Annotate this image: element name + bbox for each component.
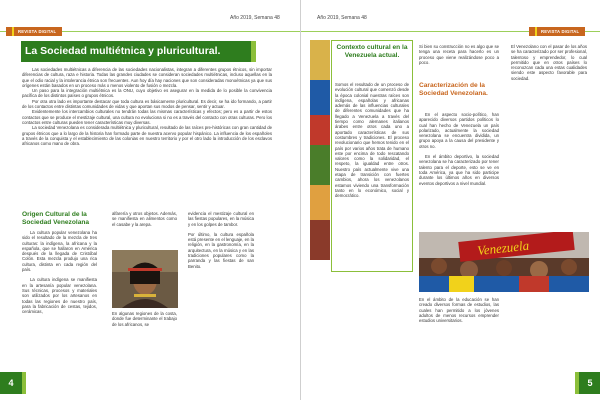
education-text: En el ámbito de la educación se han creado diversos formas de estudios, las cuales han permitido a los jóvenes adultos de menos recursos emprender estudios universitarios. [419, 297, 499, 324]
column-paragraph: La cultura indígena se manifiesta en la artesanía popular venezolana. Sus técnicas, procesos y materiales son utilizados por los artesanos en todas las regiones de nuestro país, para la fabricación de cestas, tejidos, cerámicas, [22, 277, 97, 315]
section-tab-label: REVISTA DIGITAL [18, 29, 57, 34]
venezuela-sign-text: Venezuela [476, 237, 530, 259]
column-1-text [22, 230, 97, 314]
column-2-top-text: alfarería y otros objetos. Además, se manifiesta en alimentos como el casabe y la arepa. [112, 211, 177, 227]
section-tab-label: REVISTA DIGITAL [541, 29, 580, 34]
indigenous-woman-photo [112, 250, 178, 308]
tab-accent [12, 27, 14, 36]
page-number: 5 [579, 372, 600, 394]
heading-origen-cultural: Origen Cultural de la Sociedad Venezolana [22, 211, 90, 226]
heading-contexto-cultural: Contexto cultural en la Venezuela actual. [336, 44, 408, 59]
page-number: 4 [0, 372, 22, 394]
page-header: Año 2019, Semana 48 [230, 15, 280, 21]
intro-text [22, 67, 272, 146]
intro-paragraph: Un paso para la integración multiétnica es la ONU, cuyo objetivo es asegurar en la medida de lo posible la convivencia pacífica de los distintos países o grupos étnicos. [22, 88, 272, 99]
right-page [300, 0, 600, 400]
column-paragraph: En el ámbito deportivo, la sociedad venezolana se ha caracterizado por tener talento para el deporte, esto se ve en toda América, ya que ha sido participe durante los últimos años en diversos eventos deportivos a nivel mundial. [419, 154, 499, 186]
crowd-photo-illustration [419, 232, 589, 292]
column-paragraph: Por último, la cultura española está presente en el lenguaje, en la religión, en la gastronomía, en la arquitectura, en la música y en las tradiciones populares como la parranda y las fiestas de san Benito. [188, 231, 254, 269]
article-title: La Sociedad multiétnica y pluricultural. [21, 41, 251, 62]
intro-paragraph: La sociedad Venezolana es considerada multiétnica y pluricultural, resultado de las raíces pre-históricas con gran cantidad de grupos étnicos que a lo largo de la historia han formado parte de nuestra acervo popular hispánico. La influencia de los españoles a través de la conquista y el establecimiento de las colonias en nuestro territorio y por el otro lado la introducción de los esclavos africanos como mano de obra. [22, 125, 272, 147]
intro-paragraph: Las sociedades multiétnicas a diferencia de las sociedades nacionalistas, integran a diferentes grupos étnicos, sin importar diferencias de cultura, raza e historia. Todas las grandes ciudades se consideran sociedades multiétnicas, incluso aquellas en la que el odio racial y la intolerancia étnica son frecuentes. Aun hoy día hay naciones que son consideradas monoétnicas ya que sus orígenes están basados en un proceso más o menos violento de fusión o mezcla. [22, 67, 272, 88]
context-text: Somos el resultado de un proceso de evolución cultural que comenzó desde la época colonial nuestras raíces son indígena, españolas y africanas además de las influencias culturales de diferentes comunidades que ha llegado a Venezuela a través del tiempo como alemanes italianos árabes entre otros cada uno a aportado características de sus costumbres y tradiciones. El proceso revolucionario que hemos tenido en el país por varios años trata de humano este por encima de todo rescatando valores como la solidaridad, el respeto, la igualdad entre otros. Nuestro país actualmente vive una etapa de transición con fuertes cambios, ahora los venezolanos estamos viviendo una transformación tanto en lo económico, social y democrático. [335, 82, 409, 199]
intro-paragraph: Evidentemente los intercambios culturales no tendrán todas las mismas características y efectos; pero es a partir de estos contactos que se produce el mestizaje cultural, una cultura no evoluciona si no es a través del contacto con otras culturas. Pero los contactos entre culturas pueden tener características muy diversas. [22, 109, 272, 125]
section-tab [6, 27, 62, 36]
people-crowd-photo [419, 232, 589, 292]
column-paragraph: La cultura popular venezolana ha sido el resultado de la mezcla de tres culturas: la indígena, la africana y la española, que se hallaron en América después de la llegada de Cristóbal Colón. Esta mezcla produjo una rica cultura, distinta en cada región del país. [22, 230, 97, 273]
section-tab [529, 27, 585, 36]
page-number-stripe [22, 372, 26, 394]
column-paragraph: evidencia el mestizaje cultural en las fiestas populares, en la música y en los golpes de tambor. [188, 211, 254, 227]
venezuelan-profile-text: El Venezolano con el pasar de los años se ha caracterizado por ser profesional, talentoso y emprendedor, lo cual permitido que en otros países lo reconozcan cada una estas cualidades siendo este aspecto favorable para sociedad. [511, 44, 587, 81]
column-3-text [188, 211, 254, 269]
characterization-text [419, 112, 499, 186]
column-2-bottom-text: En algunas regiones de la costa, donde fue determinante el trabajo de los africanos, se [112, 311, 177, 327]
photo-illustration [112, 250, 178, 308]
column-paragraph: En el aspecto socio-político, han aparecido diversos partidos políticos lo cual han hecho de Venezuela un país polarizado, actualmente la sociedad venezolana se encuentra dividida, un grupo apoya a la causa del presidente y otros no. [419, 112, 499, 149]
construction-text: Si bien su construcción no es algo que se tenga una receta para hacerlo es un proceso que viene realizándose poco a poco. [419, 44, 499, 65]
side-strip-photo [310, 40, 330, 260]
page-header: Año 2019, Semana 48 [317, 15, 367, 21]
photo-strip-illustration [310, 40, 330, 260]
intro-paragraph: Por otra otra lado es importante destacar que toda cultura es básicamente pluricultural. Es decir, se ha ido formando, a partir de los contactos entre distintas comunidades de vidas y que aportan sus modos de pensar, sentir y actuar. [22, 98, 272, 110]
heading-caracterizacion: Caracterización de la Sociedad Venezolana. [419, 82, 488, 97]
tab-accent [535, 27, 537, 36]
